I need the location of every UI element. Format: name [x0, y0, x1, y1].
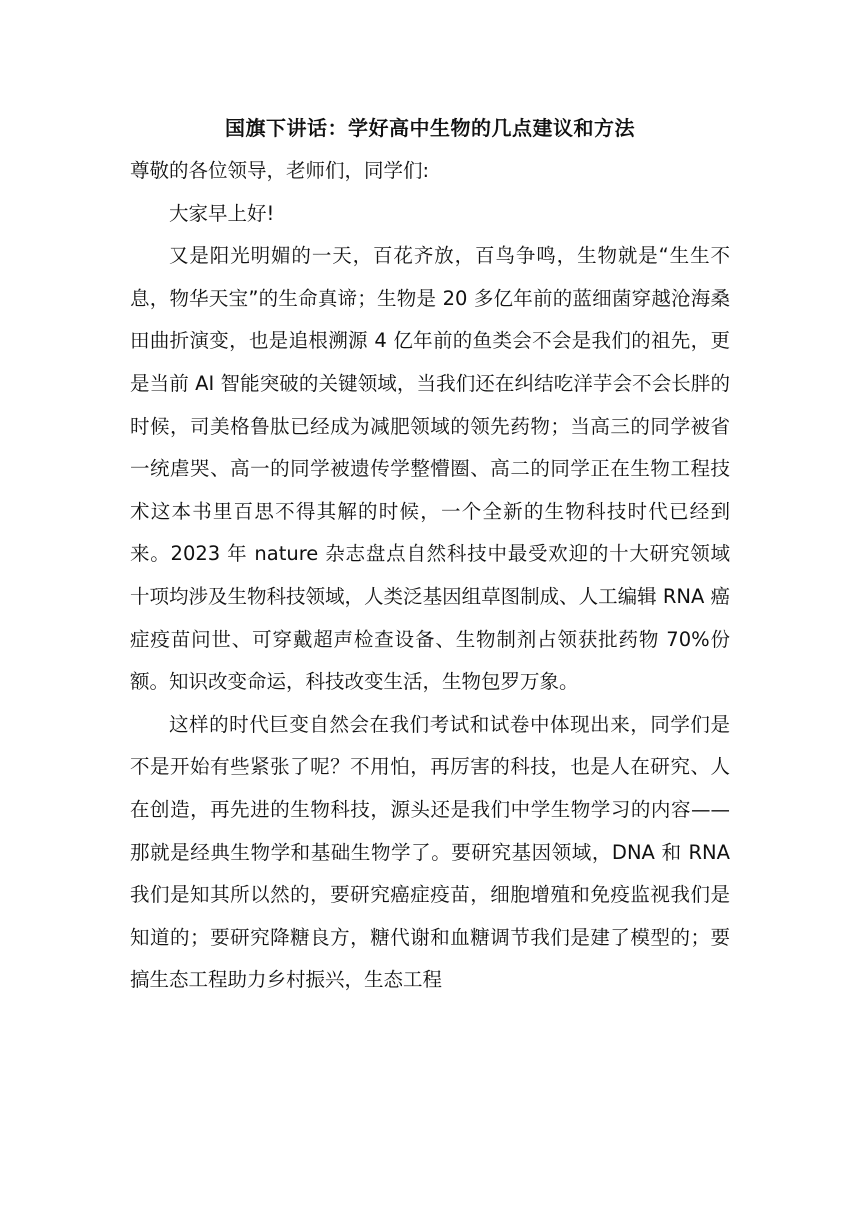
document-body [130, 150, 730, 1002]
paragraph-exam-basics: 这样的时代巨变自然会在我们考试和试卷中体现出来，同学们是不是开始有些紧张了呢？不用怕，再厉害的科技，也是人在研究、人在创造，再先进的生物科技，源头还是我们中学生物学习的内容——那就是经典生物学和基础生物学了。要研究基因领域，DNA 和 RNA 我们是知其所以然的，要研究癌症疫苗，细胞增殖和免疫监视我们是知道的；要研究降糖良方，糖代谢和血糖调节我们是建了模型的；要搞生态工程助力乡村振兴，生态工程 [130, 712, 730, 992]
salutation-line: 尊敬的各位领导，老师们，同学们: [130, 159, 430, 182]
paragraph-greeting: 大家早上好! [169, 201, 275, 225]
paragraph-biology-era: 又是阳光明媚的一天，百花齐放，百鸟争鸣，生物就是“生生不息，物华天宝”的生命真谛；生物是 20 多亿年前的蓝细菌穿越沧海桑田曲折演变，也是追根溯源 4 亿年前的鱼类会不会是我们的祖先，更是当前 AI 智能突破的关键领域，当我们还在纠结吃洋芋会不会长胖的时候，司美格鲁肽已经成为减肥领域的领先药物；当高三的同学被省一统虐哭、高一的同学被遗传学整懵圈、高二的同学正在生物工程技术这本书里百思不得其解的时候，一个全新的生物科技时代已经到来。2023 年 nature 杂志盘点自然科技中最受欢迎的十大研究领域十项均涉及生物科技领域，人类泛基因组草图制成、人工编辑 RNA 癌症疫苗问世、可穿戴超声检查设备、生物制剂占领获批药物 70%份额。知识改变命运，科技改变生活，生物包罗万象。 [130, 244, 730, 694]
document-title: 国旗下讲话：学好高中生物的几点建议和方法 [225, 116, 635, 140]
